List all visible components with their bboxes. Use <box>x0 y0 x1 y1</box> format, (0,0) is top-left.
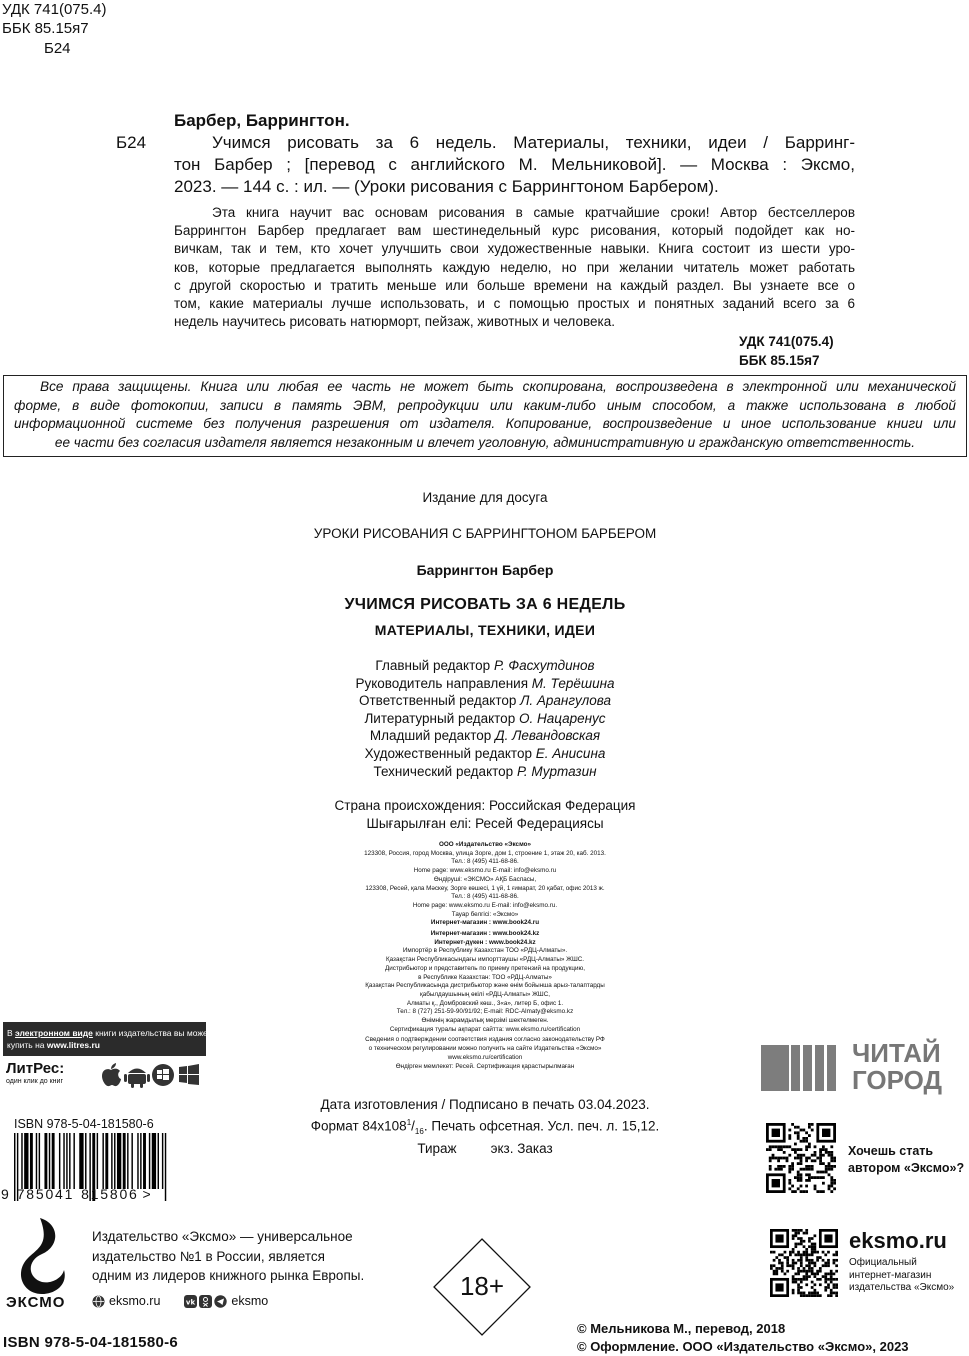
edition-type: Издание для досуга <box>422 490 548 505</box>
rights-line: информационной системе без получения разрешения от издателя. Копирование, воспроизведение и иное использование книги или <box>14 416 956 432</box>
eksmo-ru-block <box>849 1228 954 1295</box>
litres-url[interactable]: www.litres.ru <box>46 1040 100 1050</box>
author-heading: Барбер, Баррингтон. <box>174 111 350 130</box>
series-title: УРОКИ РИСОВАНИЯ С БАРРИНГТОНОМ БАРБЕРОМ <box>313 526 657 541</box>
chitai-gorod-logo-icon <box>761 1043 849 1093</box>
imprint-line: Өндіруші: «ЭКСМО» АҚБ Баспасы, <box>433 875 537 883</box>
vk-icon[interactable] <box>184 1295 197 1308</box>
bib-udk: УДК 741(075.4) <box>739 334 834 350</box>
eksmo-ru-title: eksmo.ru <box>849 1228 947 1253</box>
imprint-line: Интернет-дүкен : www.book24.kz <box>434 938 536 946</box>
app-store-icons <box>98 1062 202 1088</box>
eksmo-ru-line: интернет-магазин <box>849 1269 932 1281</box>
print-info <box>185 1096 785 1158</box>
bib-line-1: Учимся рисовать за 6 недель. Материалы, техники, идеи / Барринг- <box>212 133 855 152</box>
copyright-line: © Мельникова М., перевод, 2018 <box>577 1321 786 1336</box>
bbk-code: ББК 85.15я7 <box>2 20 89 37</box>
udk-code: УДК 741(075.4) <box>2 1 107 18</box>
age-rating: 18+ <box>459 1271 505 1301</box>
imprint-line: Тел.: 8 (727) 251-59-90/91/92; E-mail: RDC-Almaty@eksmo.kz <box>396 1008 574 1016</box>
annotation-line: Баррингтон Барбер предлагает вам шестинедельный курс рисования, который подойдет как но- <box>174 223 855 239</box>
imprint-line: Қазақстан Республикасындағы импорттаушы «РДЦ-Алматы» ЖШС. <box>385 956 585 964</box>
apple-icon <box>102 1063 121 1086</box>
bib-line-2: тон Барбер ; [перевод с английского М. Мельниковой]. — Москва : Эксмо, <box>174 155 855 174</box>
origin-country-kz: Шығарылған елі: Ресей Федерациясы <box>366 815 604 831</box>
credit-line: Ответственный редактор Л. Арангулова <box>359 693 611 709</box>
imprint-line: Қазақстан Республикасында дистрибьютор және өнім бойынша арыз-талаптарды <box>365 982 605 990</box>
barcode-digits: 9 785041 815806 > <box>1 1186 151 1202</box>
rights-line: Все права защищены. Книга или любая ее часть не может быть скопирована, воспроизведена в электронной или механической <box>40 379 956 394</box>
annotation-line: том, какие материалы лучше использовать, и с помощью простых и понятных заданий всего за 6 <box>174 296 855 312</box>
imprint-line: Тел.: 8 (495) 411-68-86. <box>451 893 519 901</box>
book-subtitle: МАТЕРИАЛЫ, ТЕХНИКИ, ИДЕИ <box>374 622 596 638</box>
print-date: Дата изготовления / Подписано в печать 03.04.2023. <box>320 1097 650 1112</box>
imprint-line: қабылдаушының өкілі «РДЦ-Алматы» ЖШС, <box>419 990 550 998</box>
imprint-line: Өнімнің жарамдылық мерзімі шектелмеген. <box>421 1017 549 1025</box>
chitai-gorod-text: ЧИТАЙ ГОРОД <box>852 1038 943 1095</box>
rights-notice <box>3 375 967 457</box>
website-link[interactable]: eksmo.ru <box>109 1294 161 1308</box>
imprint-block <box>285 841 685 1071</box>
imprint-line: Алматы қ., Домбровский көш., 3«а», литер Б, офис 1. <box>406 999 564 1007</box>
imprint-line: Интернет-магазин : www.book24.kz <box>430 930 540 938</box>
eksmo-ru-line: Официальный <box>849 1257 917 1268</box>
bibliographic-record <box>174 110 855 370</box>
imprint-line: Импортёр в Республику Казахстан ТОО «РДЦ-Алматы». <box>402 947 568 955</box>
imprint-line: ООО «Издательство «Эксмо» <box>438 841 531 848</box>
windows-icon <box>179 1064 199 1085</box>
publisher-blurb: Издательство «Эксмо» — универсальное издательство №1 в России, является одним из лидеров книжного рынка Европы. <box>92 1229 365 1283</box>
web-links <box>92 1294 268 1308</box>
imprint-line: 123308, Ресей, қала Мәскеу, Зорге көшесі, 1 үй, 1 ғимарат, 20 қабат, офис 2013 ж. <box>365 884 605 892</box>
bib-line-3: 2023. — 144 с. : ил. — (Уроки рисования с Баррингтоном Барбером). <box>174 177 719 196</box>
globe-icon <box>92 1295 105 1308</box>
imprint-line: Сведения о подтверждении соответствия издания согласно законодательству РФ <box>365 1036 605 1044</box>
print-tirazh: Тираж экз. Заказ <box>417 1141 553 1157</box>
print-format: Формат $84x108^1/_{16}$. Печать офсетная. Усл. печ. л. 15,12. <box>310 1117 660 1136</box>
eksmo-logo-text: ЭКСМО <box>6 1294 66 1311</box>
book-author: Баррингтон Барбер <box>416 562 554 578</box>
qr-author-caption: Хочешь стать автором «Эксмо»? <box>848 1144 965 1175</box>
imprint-line: www.eksmo.ru/certification <box>447 1053 523 1061</box>
imprint-line: Home page: www.eksmo.ru E-mail: info@eksmo.ru <box>413 867 557 875</box>
imprint-line: Дистрибьютор и представитель по приему претензий на продукцию, <box>385 964 585 972</box>
credit-line: Литературный редактор О. Нацаренус <box>364 710 606 726</box>
eksmo-ru-line: издательства «Эксмо» <box>849 1282 955 1293</box>
imprint-line: Сертификация туралы ақпарат сайтта: www.eksmo.ru/certification <box>389 1025 581 1033</box>
rights-line: форме, в виде фотокопии, записи в память ЭВМ, репродукции или каким-либо иным способом, а также использована в любой <box>14 397 956 413</box>
telegram-icon[interactable] <box>214 1295 227 1308</box>
ok-icon[interactable] <box>199 1295 212 1308</box>
android-icon <box>124 1069 150 1089</box>
copyright-block <box>577 1320 909 1356</box>
credits-list <box>185 657 785 780</box>
imprint-line: Тауар белгісі: «Эксмо» <box>451 910 519 918</box>
imprint-line: 123308, Россия, город Москва, улица Зорге, дом 1, строение 1, этаж 20, каб. 2013. <box>364 849 606 857</box>
author-mark: Б24 <box>44 40 71 57</box>
isbn-bottom: ISBN 978-5-04-181580-6 <box>3 1334 179 1351</box>
imprint-line: Интернет-магазин : www.book24.ru <box>430 919 540 927</box>
annotation-line: недель научитесь рисовать натюрморт, пейзаж, животных и человека. <box>174 314 615 330</box>
imprint-line: Home page: www.eksmo.ru E-mail: info@eksmo.ru. <box>412 901 558 909</box>
rights-line: ее части без согласия издателя является незаконным и влечет уголовную, административную и гражданскую ответственность. <box>54 434 916 450</box>
credit-line: Младший редактор Д. Левандовская <box>369 728 601 744</box>
copyright-line: © Оформление. ООО «Издательство «Эксмо», 2023 <box>577 1339 909 1354</box>
litres-banner[interactable]: В электронном виде книги издательства вы можете купить на www.litres.ru <box>3 1022 206 1056</box>
litres-link[interactable]: электронном виде <box>15 1028 93 1038</box>
credit-line: Технический редактор Р. Муртазин <box>373 763 597 779</box>
bib-bbk: ББК 85.15я7 <box>739 352 820 368</box>
annotation-line: ков, которые предлагается выполнять каждую неделю, но при желании читатель может работать <box>174 259 855 275</box>
qr-code-eksmo <box>770 1229 838 1297</box>
book-title: УЧИМСЯ РИСОВАТЬ ЗА 6 НЕДЕЛЬ <box>344 596 626 613</box>
credit-line: Главный редактор Р. Фасхутдинов <box>375 658 595 673</box>
annotation-line: вичкам, так и тем, кто хочет улучшить свои художественные навыки. Книга состоит из шести уро- <box>174 241 855 257</box>
windows-phone-icon <box>152 1064 174 1086</box>
imprint-line: о техническом регулировании можно получить на сайте Издательства «Эксмо» <box>368 1045 602 1053</box>
imprint-line: в Республике Казахстан: ТОО «РДЦ-Алматы» <box>418 973 552 981</box>
annotation-line: Эта книга научит вас основам рисования в самые кратчайшие сроки! Автор бестселлеров <box>212 205 855 220</box>
imprint-line: Өндірген мемлекет: Ресей. Сертификация қарастырылмаған <box>395 1062 575 1070</box>
bib-mark: Б24 <box>116 133 147 152</box>
isbn-small: ISBN 978-5-04-181580-6 <box>14 1117 154 1131</box>
credit-line: Руководитель направления М. Терёшина <box>355 675 615 691</box>
origin-country: Страна происхождения: Российская Федерация <box>334 798 636 813</box>
qr-code-author <box>766 1123 836 1193</box>
litres-logo: ЛитРес: один клик до книг <box>6 1060 65 1085</box>
imprint-line: Тел.: 8 (495) 411-68-86. <box>451 858 519 866</box>
eksmo-logo-icon <box>16 1216 68 1296</box>
annotation <box>174 204 855 331</box>
credit-line: Художественный редактор Е. Анисина <box>364 745 606 761</box>
svg-text:vk: vk <box>186 1298 196 1306</box>
social-link[interactable]: eksmo <box>231 1294 269 1308</box>
annotation-line: с другой скоростью и тратить меньше или больше времени на каждый раздел. Вы узнаете все о <box>174 277 855 293</box>
